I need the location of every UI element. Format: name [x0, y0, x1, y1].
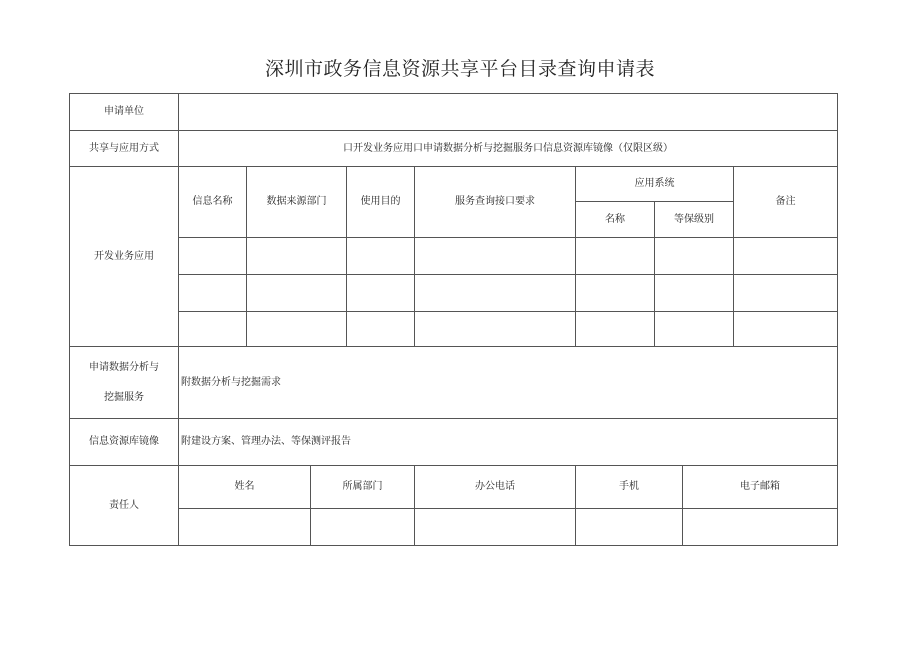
header-service-api: 服务查询接口要求 — [415, 167, 576, 238]
cell-protection-level[interactable] — [655, 312, 734, 347]
sharing-method-options[interactable]: 口开发业务应用口申请数据分析与挖掘服务口信息资源库镜像（仅限区级） — [179, 131, 838, 167]
header-department: 所属部门 — [311, 466, 415, 509]
cell-department[interactable] — [311, 509, 415, 546]
responsible-label: 责任人 — [70, 466, 179, 546]
cell-info-name[interactable] — [179, 238, 247, 275]
cell-purpose[interactable] — [347, 275, 415, 312]
data-analysis-label — [70, 347, 179, 419]
table-row — [70, 238, 838, 275]
header-app-system: 应用系统 — [576, 167, 734, 202]
cell-mobile[interactable] — [576, 509, 683, 546]
page-title: 深圳市政务信息资源共享平台目录查询申请表 — [264, 58, 655, 80]
cell-app-name[interactable] — [576, 312, 655, 347]
cell-email[interactable] — [683, 509, 838, 546]
cell-office-phone[interactable] — [415, 509, 576, 546]
business-app-header-row — [70, 167, 838, 202]
cell-protection-level[interactable] — [655, 238, 734, 275]
cell-service-api[interactable] — [415, 312, 576, 347]
header-email: 电子邮箱 — [683, 466, 838, 509]
cell-name[interactable] — [179, 509, 311, 546]
cell-app-name[interactable] — [576, 238, 655, 275]
cell-data-source[interactable] — [247, 275, 347, 312]
mirror-label: 信息资源库镜像 — [70, 419, 179, 466]
cell-service-api[interactable] — [415, 275, 576, 312]
cell-remarks[interactable] — [734, 312, 838, 347]
mirror-row — [70, 419, 838, 466]
cell-info-name[interactable] — [179, 312, 247, 347]
application-form-table — [69, 93, 838, 546]
header-info-name: 信息名称 — [179, 167, 247, 238]
header-purpose: 使用目的 — [347, 167, 415, 238]
data-analysis-label-line1: 申请数据分析与 — [89, 361, 159, 373]
sharing-method-label: 共享与应用方式 — [70, 131, 179, 167]
header-remarks: 备注 — [734, 167, 838, 238]
cell-info-name[interactable] — [179, 275, 247, 312]
cell-app-name[interactable] — [576, 275, 655, 312]
cell-remarks[interactable] — [734, 238, 838, 275]
header-data-source: 数据来源部门 — [247, 167, 347, 238]
cell-service-api[interactable] — [415, 238, 576, 275]
applicant-unit-field[interactable] — [179, 94, 838, 131]
responsible-header-row — [70, 466, 838, 509]
header-mobile: 手机 — [576, 466, 683, 509]
applicant-unit-row — [70, 94, 838, 131]
cell-remarks[interactable] — [734, 275, 838, 312]
header-protection-level: 等保级别 — [655, 202, 734, 238]
sharing-method-row — [70, 131, 838, 167]
header-name: 姓名 — [179, 466, 311, 509]
data-analysis-label-line2: 挖掘服务 — [104, 391, 144, 403]
cell-purpose[interactable] — [347, 238, 415, 275]
cell-data-source[interactable] — [247, 238, 347, 275]
cell-protection-level[interactable] — [655, 275, 734, 312]
header-app-name: 名称 — [576, 202, 655, 238]
table-row — [70, 275, 838, 312]
mirror-field[interactable]: 附建设方案、管理办法、等保测评报告 — [179, 419, 838, 466]
data-analysis-row — [70, 347, 838, 419]
cell-data-source[interactable] — [247, 312, 347, 347]
header-office-phone: 办公电话 — [415, 466, 576, 509]
table-row — [70, 312, 838, 347]
applicant-unit-label: 申请单位 — [70, 94, 179, 131]
cell-purpose[interactable] — [347, 312, 415, 347]
business-app-label: 开发业务应用 — [70, 167, 179, 347]
responsible-data-row — [70, 509, 838, 546]
data-analysis-field[interactable]: 附数据分析与挖掘需求 — [179, 347, 838, 419]
